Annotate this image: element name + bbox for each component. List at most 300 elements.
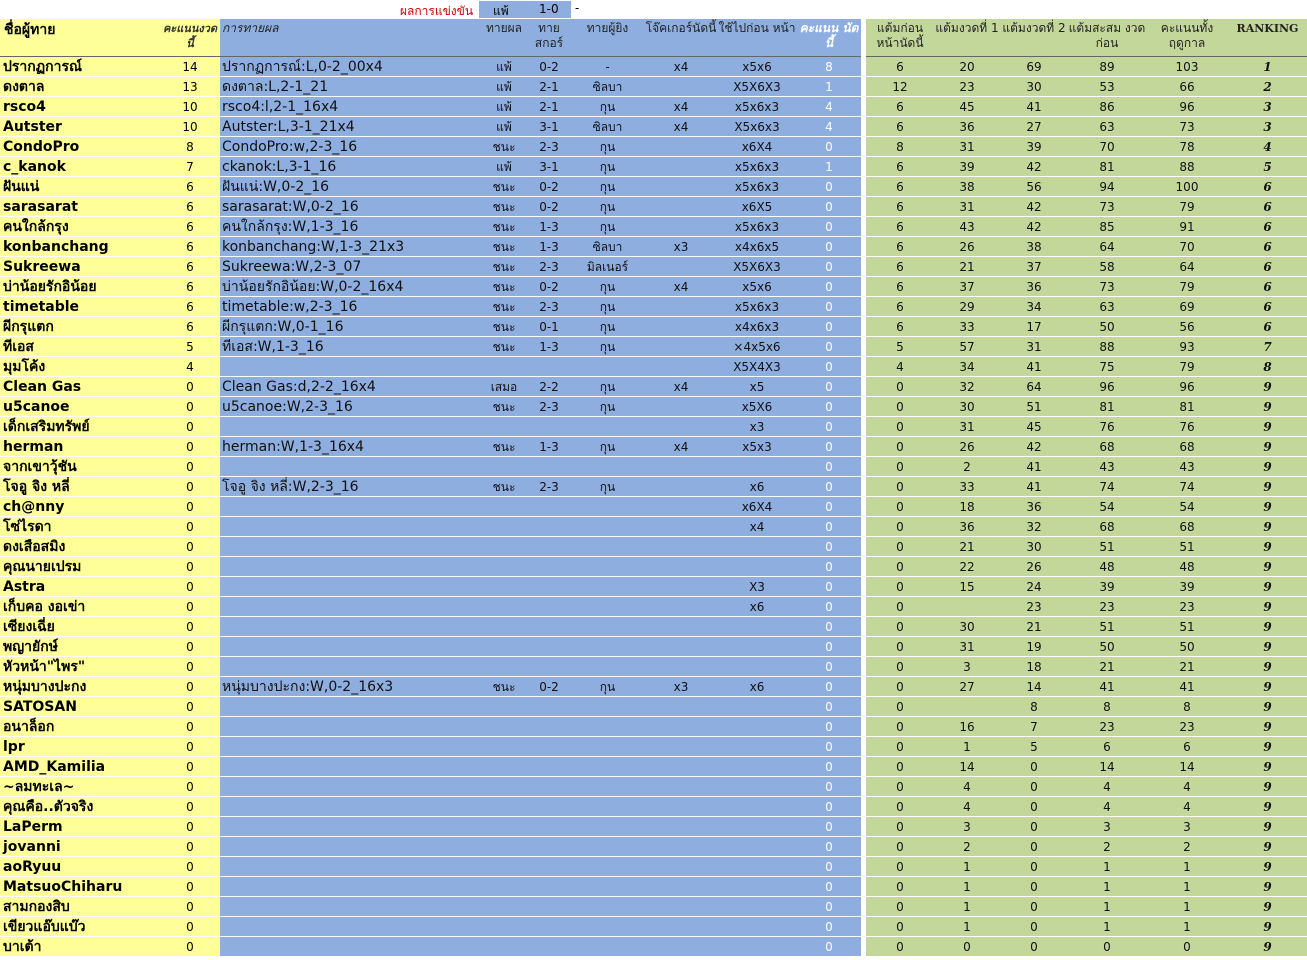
season-points-cell[interactable]: 1	[1146, 897, 1228, 917]
predicted-score-cell[interactable]	[528, 497, 570, 517]
used-jokers-cell[interactable]: X5x6x3	[717, 117, 797, 137]
ranking-value-cell[interactable]: 9	[1228, 557, 1307, 577]
season-points-cell[interactable]: 76	[1146, 417, 1228, 437]
match-points-cell[interactable]: 8	[797, 57, 861, 77]
week2-points-cell[interactable]: 30	[1000, 77, 1068, 97]
ranking-value-cell[interactable]: 6	[1228, 197, 1307, 217]
points-before-cell[interactable]: 12	[866, 77, 934, 97]
prediction-text-cell[interactable]: ฝันแน่:W,0-2_16	[220, 177, 480, 197]
predicted-result-cell[interactable]: ชนะ	[480, 197, 528, 217]
week2-points-cell[interactable]: 0	[1000, 917, 1068, 937]
player-name-cell[interactable]: เซียงเฉี่ย	[0, 617, 160, 637]
ranking-value-cell[interactable]: 6	[1228, 237, 1307, 257]
prediction-text-cell[interactable]	[220, 817, 480, 837]
match-points-cell[interactable]: 1	[797, 77, 861, 97]
points-before-cell[interactable]: 0	[866, 877, 934, 897]
week2-points-cell[interactable]: 37	[1000, 257, 1068, 277]
accumulated-points-cell[interactable]: 4	[1068, 777, 1146, 797]
table-row[interactable]	[0, 197, 1307, 217]
points-before-cell[interactable]: 6	[866, 217, 934, 237]
used-jokers-cell[interactable]: x6X4	[717, 137, 797, 157]
header-today[interactable]: คะแนน นัดนี้	[797, 19, 861, 56]
week1-points-cell[interactable]: 20	[934, 57, 1000, 77]
used-jokers-cell[interactable]: x3	[717, 417, 797, 437]
period-points-cell[interactable]: 0	[160, 777, 220, 797]
week2-points-cell[interactable]: 7	[1000, 717, 1068, 737]
week1-points-cell[interactable]: 57	[934, 337, 1000, 357]
period-points-cell[interactable]: 0	[160, 477, 220, 497]
week1-points-cell[interactable]: 23	[934, 77, 1000, 97]
season-points-cell[interactable]: 23	[1146, 717, 1228, 737]
week2-points-cell[interactable]: 27	[1000, 117, 1068, 137]
predicted-scorer-cell[interactable]	[570, 717, 645, 737]
match-points-cell[interactable]: 0	[797, 657, 861, 677]
accumulated-points-cell[interactable]: 81	[1068, 157, 1146, 177]
used-jokers-cell[interactable]: X3	[717, 577, 797, 597]
week1-points-cell[interactable]: 36	[934, 517, 1000, 537]
period-points-cell[interactable]: 14	[160, 57, 220, 77]
period-points-cell[interactable]: 0	[160, 517, 220, 537]
predicted-scorer-cell[interactable]	[570, 857, 645, 877]
predicted-result-cell[interactable]: แพ้	[480, 77, 528, 97]
period-points-cell[interactable]: 0	[160, 697, 220, 717]
accumulated-points-cell[interactable]: 51	[1068, 537, 1146, 557]
table-row[interactable]	[0, 177, 1307, 197]
predicted-score-cell[interactable]: 2-3	[528, 137, 570, 157]
points-before-cell[interactable]: 0	[866, 617, 934, 637]
prediction-text-cell[interactable]	[220, 717, 480, 737]
points-before-cell[interactable]: 0	[866, 777, 934, 797]
table-row[interactable]	[0, 577, 1307, 597]
match-points-cell[interactable]: 0	[797, 577, 861, 597]
predicted-score-cell[interactable]: 0-2	[528, 277, 570, 297]
season-points-cell[interactable]: 96	[1146, 97, 1228, 117]
ranking-value-cell[interactable]: 9	[1228, 877, 1307, 897]
ranking-value-cell[interactable]: 9	[1228, 417, 1307, 437]
predicted-score-cell[interactable]	[528, 737, 570, 757]
season-points-cell[interactable]: 14	[1146, 757, 1228, 777]
player-name-cell[interactable]: ch@nny	[0, 497, 160, 517]
joker-value-cell[interactable]	[645, 197, 717, 217]
header-joker[interactable]: โจ๊คเกอร์นัดนี้	[645, 19, 717, 56]
joker-value-cell[interactable]	[645, 837, 717, 857]
player-name-cell[interactable]: บ่าน้อยรักอิน้อย	[0, 277, 160, 297]
player-name-cell[interactable]: sarasarat	[0, 197, 160, 217]
period-points-cell[interactable]: 0	[160, 497, 220, 517]
period-points-cell[interactable]: 0	[160, 757, 220, 777]
match-points-cell[interactable]: 4	[797, 97, 861, 117]
predicted-scorer-cell[interactable]: กุน	[570, 397, 645, 417]
points-before-cell[interactable]: 0	[866, 377, 934, 397]
predicted-result-cell[interactable]: ชนะ	[480, 677, 528, 697]
table-row[interactable]	[0, 717, 1307, 737]
ranking-value-cell[interactable]: 9	[1228, 797, 1307, 817]
week1-points-cell[interactable]: 31	[934, 197, 1000, 217]
match-points-cell[interactable]: 0	[797, 637, 861, 657]
predicted-scorer-cell[interactable]	[570, 877, 645, 897]
match-points-cell[interactable]: 0	[797, 377, 861, 397]
points-before-cell[interactable]: 5	[866, 337, 934, 357]
accumulated-points-cell[interactable]: 1	[1068, 857, 1146, 877]
player-name-cell[interactable]: Clean Gas	[0, 377, 160, 397]
week2-points-cell[interactable]: 39	[1000, 137, 1068, 157]
season-points-cell[interactable]: 54	[1146, 497, 1228, 517]
player-name-cell[interactable]: CondoPro	[0, 137, 160, 157]
period-points-cell[interactable]: 0	[160, 917, 220, 937]
used-jokers-cell[interactable]	[717, 937, 797, 957]
predicted-score-cell[interactable]: 2-3	[528, 477, 570, 497]
predicted-result-cell[interactable]	[480, 777, 528, 797]
used-jokers-cell[interactable]: X5X4X3	[717, 357, 797, 377]
week2-points-cell[interactable]: 0	[1000, 897, 1068, 917]
accumulated-points-cell[interactable]: 75	[1068, 357, 1146, 377]
predicted-score-cell[interactable]	[528, 657, 570, 677]
joker-value-cell[interactable]	[645, 717, 717, 737]
predicted-scorer-cell[interactable]: กุน	[570, 277, 645, 297]
week2-points-cell[interactable]: 41	[1000, 457, 1068, 477]
used-jokers-cell[interactable]	[717, 737, 797, 757]
predicted-result-cell[interactable]: ชนะ	[480, 277, 528, 297]
accumulated-points-cell[interactable]: 74	[1068, 477, 1146, 497]
points-before-cell[interactable]: 0	[866, 657, 934, 677]
predicted-scorer-cell[interactable]	[570, 737, 645, 757]
ranking-value-cell[interactable]: 2	[1228, 77, 1307, 97]
prediction-text-cell[interactable]	[220, 697, 480, 717]
week2-points-cell[interactable]: 69	[1000, 57, 1068, 77]
week1-points-cell[interactable]: 30	[934, 397, 1000, 417]
week2-points-cell[interactable]: 0	[1000, 877, 1068, 897]
week2-points-cell[interactable]: 36	[1000, 277, 1068, 297]
joker-value-cell[interactable]	[645, 317, 717, 337]
table-row[interactable]	[0, 117, 1307, 137]
period-points-cell[interactable]: 10	[160, 117, 220, 137]
used-jokers-cell[interactable]: x6	[717, 477, 797, 497]
table-row[interactable]	[0, 137, 1307, 157]
accumulated-points-cell[interactable]: 81	[1068, 397, 1146, 417]
player-name-cell[interactable]: คุณนายเปรม	[0, 557, 160, 577]
ranking-value-cell[interactable]: 9	[1228, 477, 1307, 497]
season-points-cell[interactable]: 1	[1146, 877, 1228, 897]
prediction-text-cell[interactable]: ดงตาล:L,2-1_21	[220, 77, 480, 97]
predicted-score-cell[interactable]	[528, 757, 570, 777]
predicted-scorer-cell[interactable]	[570, 777, 645, 797]
week2-points-cell[interactable]: 0	[1000, 777, 1068, 797]
week1-points-cell[interactable]: 2	[934, 837, 1000, 857]
ranking-value-cell[interactable]: 9	[1228, 777, 1307, 797]
joker-value-cell[interactable]	[645, 77, 717, 97]
header-week2[interactable]: แต้มงวดที่ 2	[1000, 19, 1068, 56]
joker-value-cell[interactable]	[645, 417, 717, 437]
table-row[interactable]	[0, 417, 1307, 437]
joker-value-cell[interactable]	[645, 857, 717, 877]
ranking-value-cell[interactable]: 9	[1228, 577, 1307, 597]
joker-value-cell[interactable]	[645, 937, 717, 957]
prediction-text-cell[interactable]	[220, 617, 480, 637]
week2-points-cell[interactable]: 31	[1000, 337, 1068, 357]
season-points-cell[interactable]: 3	[1146, 817, 1228, 837]
ranking-value-cell[interactable]: 9	[1228, 857, 1307, 877]
match-points-cell[interactable]: 0	[797, 277, 861, 297]
table-row[interactable]	[0, 377, 1307, 397]
predicted-result-cell[interactable]: ชนะ	[480, 237, 528, 257]
ranking-value-cell[interactable]: 9	[1228, 597, 1307, 617]
table-row[interactable]	[0, 457, 1307, 477]
week2-points-cell[interactable]: 17	[1000, 317, 1068, 337]
header-name[interactable]: ชื่อผู้ทาย	[0, 19, 160, 56]
week1-points-cell[interactable]: 26	[934, 437, 1000, 457]
table-row[interactable]	[0, 877, 1307, 897]
predicted-result-cell[interactable]: ชนะ	[480, 297, 528, 317]
player-name-cell[interactable]: Sukreewa	[0, 257, 160, 277]
ranking-value-cell[interactable]: 3	[1228, 117, 1307, 137]
period-points-cell[interactable]: 0	[160, 417, 220, 437]
accumulated-points-cell[interactable]: 94	[1068, 177, 1146, 197]
predicted-score-cell[interactable]	[528, 717, 570, 737]
used-jokers-cell[interactable]	[717, 777, 797, 797]
used-jokers-cell[interactable]	[717, 877, 797, 897]
header-week1[interactable]: แต้มงวดที่ 1	[934, 19, 1000, 56]
predicted-score-cell[interactable]: 2-1	[528, 77, 570, 97]
accumulated-points-cell[interactable]: 1	[1068, 877, 1146, 897]
match-points-cell[interactable]: 0	[797, 397, 861, 417]
prediction-text-cell[interactable]	[220, 537, 480, 557]
period-points-cell[interactable]: 0	[160, 657, 220, 677]
table-row[interactable]	[0, 617, 1307, 637]
points-before-cell[interactable]: 6	[866, 197, 934, 217]
used-jokers-cell[interactable]	[717, 637, 797, 657]
joker-value-cell[interactable]	[645, 557, 717, 577]
joker-value-cell[interactable]	[645, 157, 717, 177]
joker-value-cell[interactable]	[645, 657, 717, 677]
player-name-cell[interactable]: c_kanok	[0, 157, 160, 177]
table-row[interactable]	[0, 437, 1307, 457]
ranking-value-cell[interactable]: 9	[1228, 377, 1307, 397]
used-jokers-cell[interactable]: x6X4	[717, 497, 797, 517]
accumulated-points-cell[interactable]: 14	[1068, 757, 1146, 777]
predicted-result-cell[interactable]	[480, 757, 528, 777]
week1-points-cell[interactable]: 33	[934, 317, 1000, 337]
used-jokers-cell[interactable]: x6X5	[717, 197, 797, 217]
week1-points-cell[interactable]: 15	[934, 577, 1000, 597]
week2-points-cell[interactable]: 21	[1000, 617, 1068, 637]
predicted-scorer-cell[interactable]	[570, 417, 645, 437]
predicted-result-cell[interactable]: ชนะ	[480, 477, 528, 497]
predicted-scorer-cell[interactable]	[570, 497, 645, 517]
predicted-scorer-cell[interactable]: กุน	[570, 197, 645, 217]
table-row[interactable]	[0, 317, 1307, 337]
joker-value-cell[interactable]	[645, 397, 717, 417]
predicted-score-cell[interactable]: 1-3	[528, 337, 570, 357]
accumulated-points-cell[interactable]: 39	[1068, 577, 1146, 597]
week2-points-cell[interactable]: 14	[1000, 677, 1068, 697]
predicted-score-cell[interactable]: 2-1	[528, 97, 570, 117]
accumulated-points-cell[interactable]: 68	[1068, 437, 1146, 457]
ranking-value-cell[interactable]: 6	[1228, 177, 1307, 197]
predicted-score-cell[interactable]: 0-2	[528, 57, 570, 77]
predicted-score-cell[interactable]: 2-2	[528, 377, 570, 397]
points-before-cell[interactable]: 0	[866, 897, 934, 917]
match-points-cell[interactable]: 0	[797, 877, 861, 897]
week2-points-cell[interactable]: 41	[1000, 357, 1068, 377]
accumulated-points-cell[interactable]: 1	[1068, 897, 1146, 917]
joker-value-cell[interactable]	[645, 777, 717, 797]
used-jokers-cell[interactable]: x6	[717, 677, 797, 697]
match-points-cell[interactable]: 0	[797, 517, 861, 537]
predicted-result-cell[interactable]: แพ้	[480, 97, 528, 117]
predicted-score-cell[interactable]: 2-3	[528, 397, 570, 417]
match-points-cell[interactable]: 0	[797, 237, 861, 257]
season-points-cell[interactable]: 91	[1146, 217, 1228, 237]
season-points-cell[interactable]: 8	[1146, 697, 1228, 717]
predicted-result-cell[interactable]	[480, 737, 528, 757]
player-name-cell[interactable]: โซ่ไรดา	[0, 517, 160, 537]
table-row[interactable]	[0, 97, 1307, 117]
player-name-cell[interactable]: เด็กเสริมทรัพย์	[0, 417, 160, 437]
predicted-scorer-cell[interactable]: กุน	[570, 337, 645, 357]
points-before-cell[interactable]: 0	[866, 537, 934, 557]
ranking-value-cell[interactable]: 9	[1228, 517, 1307, 537]
week1-points-cell[interactable]: 31	[934, 137, 1000, 157]
prediction-text-cell[interactable]	[220, 417, 480, 437]
used-jokers-cell[interactable]	[717, 797, 797, 817]
joker-value-cell[interactable]	[645, 497, 717, 517]
predicted-result-cell[interactable]	[480, 657, 528, 677]
predicted-score-cell[interactable]	[528, 877, 570, 897]
accumulated-points-cell[interactable]: 86	[1068, 97, 1146, 117]
week2-points-cell[interactable]: 0	[1000, 797, 1068, 817]
used-jokers-cell[interactable]	[717, 537, 797, 557]
joker-value-cell[interactable]	[645, 257, 717, 277]
header-points[interactable]: คะแนนงวดนี้	[160, 19, 220, 56]
ranking-value-cell[interactable]: 6	[1228, 317, 1307, 337]
prediction-text-cell[interactable]: ปรากฏการณ์:L,0-2_00x4	[220, 57, 480, 77]
points-before-cell[interactable]: 0	[866, 857, 934, 877]
ranking-value-cell[interactable]: 3	[1228, 97, 1307, 117]
predicted-scorer-cell[interactable]: กุน	[570, 157, 645, 177]
predicted-result-cell[interactable]	[480, 637, 528, 657]
used-jokers-cell[interactable]: x5x6x3	[717, 157, 797, 177]
match-points-cell[interactable]: 0	[797, 557, 861, 577]
match-points-cell[interactable]: 0	[797, 297, 861, 317]
period-points-cell[interactable]: 10	[160, 97, 220, 117]
joker-value-cell[interactable]: x4	[645, 97, 717, 117]
predicted-result-cell[interactable]	[480, 517, 528, 537]
player-name-cell[interactable]: LaPerm	[0, 817, 160, 837]
joker-value-cell[interactable]: x4	[645, 117, 717, 137]
match-points-cell[interactable]: 0	[797, 837, 861, 857]
used-jokers-cell[interactable]: x5x6x3	[717, 97, 797, 117]
used-jokers-cell[interactable]: x4x6x3	[717, 317, 797, 337]
match-points-cell[interactable]: 0	[797, 937, 861, 957]
season-points-cell[interactable]: 79	[1146, 277, 1228, 297]
predicted-scorer-cell[interactable]	[570, 837, 645, 857]
points-before-cell[interactable]: 6	[866, 57, 934, 77]
period-points-cell[interactable]: 4	[160, 357, 220, 377]
predicted-score-cell[interactable]: 3-1	[528, 117, 570, 137]
prediction-text-cell[interactable]	[220, 937, 480, 957]
week2-points-cell[interactable]: 0	[1000, 757, 1068, 777]
season-points-cell[interactable]: 70	[1146, 237, 1228, 257]
predicted-result-cell[interactable]	[480, 617, 528, 637]
match-points-cell[interactable]: 0	[797, 817, 861, 837]
week2-points-cell[interactable]: 64	[1000, 377, 1068, 397]
player-name-cell[interactable]: aoRyuu	[0, 857, 160, 877]
season-points-cell[interactable]: 50	[1146, 637, 1228, 657]
table-row[interactable]	[0, 517, 1307, 537]
prediction-text-cell[interactable]: rsco4:l,2-1_16x4	[220, 97, 480, 117]
predicted-result-cell[interactable]	[480, 797, 528, 817]
ranking-value-cell[interactable]: 9	[1228, 677, 1307, 697]
week2-points-cell[interactable]: 51	[1000, 397, 1068, 417]
used-jokers-cell[interactable]	[717, 717, 797, 737]
match-points-cell[interactable]: 0	[797, 357, 861, 377]
ranking-value-cell[interactable]: 9	[1228, 637, 1307, 657]
period-points-cell[interactable]: 6	[160, 217, 220, 237]
predicted-result-cell[interactable]	[480, 497, 528, 517]
week2-points-cell[interactable]: 42	[1000, 217, 1068, 237]
points-before-cell[interactable]: 0	[866, 557, 934, 577]
joker-value-cell[interactable]	[645, 897, 717, 917]
period-points-cell[interactable]: 0	[160, 737, 220, 757]
predicted-score-cell[interactable]	[528, 897, 570, 917]
week1-points-cell[interactable]: 36	[934, 117, 1000, 137]
accumulated-points-cell[interactable]: 88	[1068, 337, 1146, 357]
week2-points-cell[interactable]: 23	[1000, 597, 1068, 617]
player-name-cell[interactable]: พญายักษ์	[0, 637, 160, 657]
week1-points-cell[interactable]: 31	[934, 417, 1000, 437]
points-before-cell[interactable]: 0	[866, 757, 934, 777]
header-first-scorer[interactable]: ทายผู้ยิง	[570, 19, 645, 56]
week1-points-cell[interactable]: 38	[934, 177, 1000, 197]
prediction-text-cell[interactable]	[220, 497, 480, 517]
ranking-value-cell[interactable]: 9	[1228, 437, 1307, 457]
week2-points-cell[interactable]: 30	[1000, 537, 1068, 557]
accumulated-points-cell[interactable]: 23	[1068, 597, 1146, 617]
predicted-result-cell[interactable]: ชนะ	[480, 437, 528, 457]
used-jokers-cell[interactable]: x5x3	[717, 437, 797, 457]
predicted-score-cell[interactable]	[528, 617, 570, 637]
points-before-cell[interactable]: 0	[866, 577, 934, 597]
predicted-scorer-cell[interactable]	[570, 357, 645, 377]
period-points-cell[interactable]: 5	[160, 337, 220, 357]
period-points-cell[interactable]: 6	[160, 177, 220, 197]
week1-points-cell[interactable]	[934, 597, 1000, 617]
season-points-cell[interactable]: 6	[1146, 737, 1228, 757]
week1-points-cell[interactable]: 14	[934, 757, 1000, 777]
match-points-cell[interactable]: 0	[797, 717, 861, 737]
table-row[interactable]	[0, 337, 1307, 357]
predicted-result-cell[interactable]: เสมอ	[480, 377, 528, 397]
table-row[interactable]	[0, 697, 1307, 717]
points-before-cell[interactable]: 0	[866, 477, 934, 497]
player-name-cell[interactable]: ดงเสือสมิง	[0, 537, 160, 557]
week2-points-cell[interactable]: 36	[1000, 497, 1068, 517]
match-points-cell[interactable]: 0	[797, 537, 861, 557]
predicted-scorer-cell[interactable]	[570, 557, 645, 577]
joker-value-cell[interactable]	[645, 877, 717, 897]
week1-points-cell[interactable]: 21	[934, 537, 1000, 557]
period-points-cell[interactable]: 13	[160, 77, 220, 97]
joker-value-cell[interactable]	[645, 577, 717, 597]
predicted-scorer-cell[interactable]	[570, 657, 645, 677]
points-before-cell[interactable]: 0	[866, 797, 934, 817]
predicted-result-cell[interactable]: แพ้	[480, 117, 528, 137]
predicted-scorer-cell[interactable]	[570, 537, 645, 557]
predicted-score-cell[interactable]	[528, 597, 570, 617]
week2-points-cell[interactable]: 42	[1000, 197, 1068, 217]
predicted-scorer-cell[interactable]: กุน	[570, 317, 645, 337]
season-points-cell[interactable]: 64	[1146, 257, 1228, 277]
